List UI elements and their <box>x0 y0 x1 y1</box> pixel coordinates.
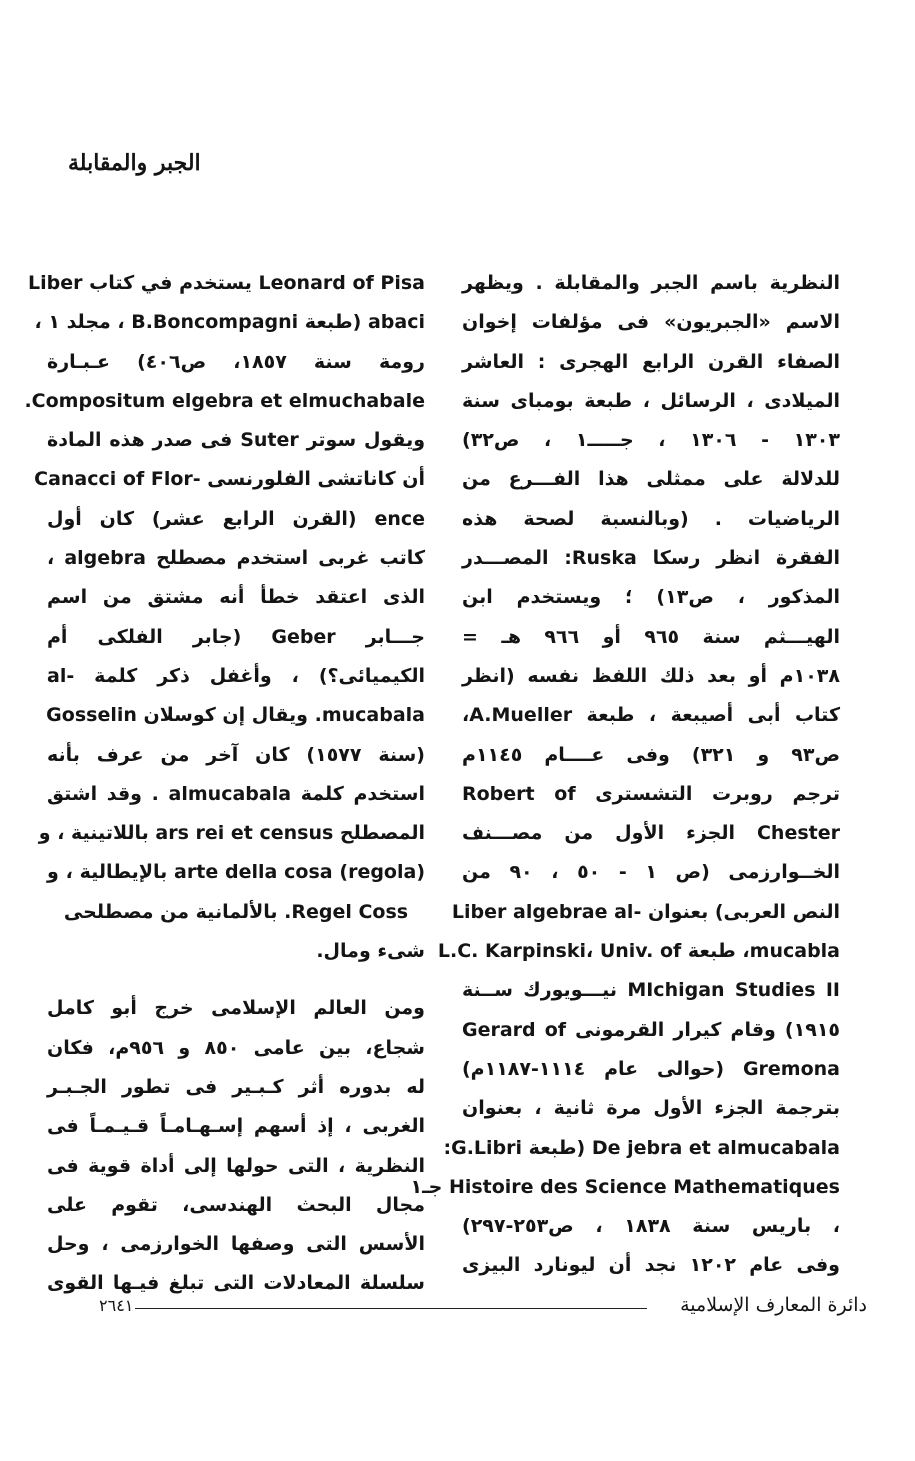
text-line: جـــابر Geber (جابر الفلكى أم <box>47 625 425 648</box>
text-line: له بدوره أثر كـبـير فى تطور الجـبـر <box>47 1075 425 1098</box>
text-line: النظرية ، التى حولها إلى أداة قوية فى <box>47 1154 425 1177</box>
text-line: الكيميائى؟) ، وأغفل ذكر كلمة -al <box>47 664 425 687</box>
text-line: ١٣٠٣ - ١٣٠٦ ، جـــــ١ ، ص٣٢) <box>462 429 840 452</box>
text-line: للدلالة على ممثلى هذا الفـــرع من <box>462 468 840 491</box>
text-line: (سنة ١٥٧٧) كان آخر من عرف بأنه <box>47 743 425 766</box>
text-line: كاتب غربى استخدم مصطلح algebra ، <box>47 547 425 570</box>
text-line: الصفاء القرن الرابع الهجرى : العاشر <box>462 350 840 373</box>
paragraph-gap <box>47 971 425 989</box>
running-head-title: الجبر والمقابلة <box>68 150 201 176</box>
text-line: استخدم كلمة almucabala . وقد اشتق <box>47 782 426 805</box>
text-line: الأسس التى وصفها الخوارزمى ، وحل <box>47 1233 425 1256</box>
text-line: De jebra et almucabala (طبعة G.Libri: <box>443 1136 840 1159</box>
text-line: ١٩١٥) وقام كيرار القرمونى Gerard of <box>462 1018 841 1041</box>
text-line: كتاب أبى أصيبعة ، طبعة A.Mueller، <box>462 704 840 727</box>
text-line: الرياضيات . (وبالنسبة لصحة هذه <box>462 507 840 530</box>
text-line: شىء ومال. <box>316 940 425 963</box>
text-line: ، باريس سنة ١٨٣٨ ، ص٢٥٣-٢٩٧) <box>462 1215 840 1238</box>
text-line: mucabala. ويقال إن كوسلان Gosselin <box>46 704 425 727</box>
text-line: Gremona (حوالى عام ١١١٤-١١٨٧م) <box>462 1057 840 1080</box>
page-number: ٢٦٤١ <box>99 1296 134 1315</box>
text-line: MIchigan Studies II نيـــويورك ســنة <box>462 979 840 1002</box>
text-line: ويقول سوتر Suter فى صدر هذه المادة <box>47 429 426 452</box>
text-line: سلسلة المعادلات التى تبلغ فيـها القوى <box>47 1272 425 1295</box>
text-line: بترجمة الجزء الأول مرة ثانية ، بعنوان <box>462 1097 840 1120</box>
text-line: Leonard of Pisa يستخدم في كتاب Liber <box>28 272 425 294</box>
text-line: أن كاناتشى الفلورنسى -Canacci of Flor <box>34 468 425 491</box>
text-line: المصطلح ars rei et census باللاتينية ، و <box>38 822 425 845</box>
text-line: mucabla، طبعة L.C. Karpinski، Univ. of <box>437 940 840 963</box>
encyclopedia-title: دائرة المعارف الإسلامية <box>680 1294 867 1316</box>
left-column <box>24 264 426 1304</box>
text-line: ترجم روبرت التشستری Robert of <box>462 782 840 805</box>
page-footer <box>99 1294 867 1324</box>
text-line: arte della cosa (regola) بالإيطالية ، و <box>47 861 425 884</box>
text-line: الخــوارزمى (ص ١ - ٥٠ ، ٩٠ من <box>462 861 840 884</box>
text-line: Compositum elgebra et elmuchabale. <box>24 389 425 412</box>
text-line: الميلادى ، الرسائل ، طبعة بومباى سنة <box>462 389 840 412</box>
text-line: ence (القرن الرابع عشر) كان أول <box>47 507 425 530</box>
text-line: الغربى ، إذ أسهم إسـهـامـاً قـيـمـاً فى <box>47 1115 425 1138</box>
text-line: ومن العالم الإسلامى خرج أبو كامل <box>47 997 425 1020</box>
text-line: النص العربى) بعنوان -Liber algebrae al <box>451 900 840 923</box>
text-line: وفى عام ١٢٠٢ نجد أن ليونارد البيزى <box>462 1254 840 1277</box>
text-line: رومة سنة ١٨٥٧، ص٤٠٦) عـبـارة <box>47 350 425 373</box>
text-line: الاسم «الجبريون» فى مؤلفات إخوان <box>462 311 840 334</box>
text-line: شجاع، بين عامى ٨٥٠ و ٩٥٦م، فكان <box>47 1036 425 1059</box>
text-line: abaci (طبعة B.Boncompagni ، مجلد ١ ، <box>34 311 425 334</box>
text-line: ١٠٣٨م أو بعد ذلك اللفظ نفسه (انظر <box>462 664 840 687</box>
text-line: Histoire des Science Mathematiques جـ١ <box>410 1175 840 1198</box>
text-line: ص٩٣ و ٣٢١) وفى عــــام ١١٤٥م <box>462 743 840 766</box>
text-line: المذكور ، ص١٣) ؛ ويستخدم ابن <box>462 586 841 609</box>
footer-divider <box>135 1308 647 1309</box>
text-line: مجال البحث الهندسى، تقوم على <box>47 1193 425 1216</box>
text-line: Chester الجزء الأول من مصـــنف <box>462 822 840 845</box>
text-line: Regel Coss. بالألمانية من مصطلحى <box>63 900 409 923</box>
text-line: الهيـــثم سنة ٩٦٥ أو ٩٦٦ هـ = <box>462 625 840 648</box>
text-line: الذى اعتقد خطأ أنه مشتق من اسم <box>47 586 425 609</box>
text-line: الفقرة انظر رسكا Ruska: المصـــدر <box>462 547 840 570</box>
right-column <box>410 264 841 1286</box>
text-line: النظرية باسم الجبر والمقابلة . ويظهر <box>462 272 840 294</box>
